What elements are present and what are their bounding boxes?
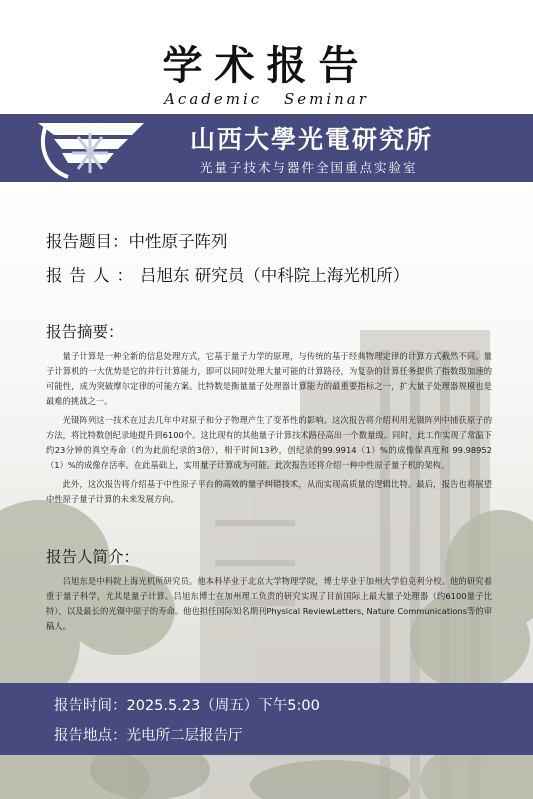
event-time: 报告时间：2025.5.23（周五）下午5:00 [54,698,320,714]
abstract-paragraph: 量子计算是一种全新的信息处理方式，它基于量子力学的原理，与传统的基于经典物理定律的计算方式截然不同。量子计算机的一大优势是它的并行计算能力，即可以同时处理大量可能的计算路径，为复杂的计算任务提供了指数级加速的可能性，成为突破摩尔定律的可能方案。比特数是衡量量子处理器计算能力的最重要指标之一，扩大量子处理器规模也是最难的挑战之一。 [46,351,492,406]
institute-banner [0,114,533,182]
talk-topic: 报告题目：中性原子阵列 [46,232,228,251]
bio-body [46,574,492,638]
abstract-paragraph: 此外，这次报告将介绍基于中性原子平台的高效的量子纠错技术，从而实现高质量的逻辑比特。最后，报告也将展望中性原子量子计算的未来发展方向。 [46,479,492,504]
bio-heading: 报告人简介： [46,548,140,566]
institute-logo-icon [32,117,152,181]
poster-subtitle: Academic Seminar [164,90,369,108]
poster-title: 学术报告 [162,42,371,89]
talk-speaker [46,262,409,286]
lab-name: 光量子技术与器件全国重点实验室 [200,160,418,175]
bio-paragraph: 吕旭东是中科院上海光机所研究员。他本科毕业于北京大学物理学院，博士毕业于加州大学伯克利分校。他的研究着重于量子科学，尤其是量子计算。吕旭东博士在加州理工负责的研究实现了目前国际上最大量子处理器（约6100量子比特），以及最长的光镊中原子的寿命。他也担任国际知名期刊Physical ReviewLetters, Nature Communications等的审稿人。 [46,576,492,631]
abstract-body [46,349,492,511]
abstract-heading: 报告摘要： [46,323,124,341]
event-location: 报告地点：光电所二层报告厅 [54,728,243,744]
speaker-label: 报告人： [46,266,140,285]
speaker-value: 吕旭东 研究员（中科院上海光机所） [140,266,410,285]
institute-name: 山西大學光電研究所 [190,125,434,154]
abstract-paragraph: 光镊阵列这一技术在过去几年中对原子和分子物理产生了变革性的影响。这次报告将介绍利用光镊阵列中捕获原子的方法，将比特数创纪录地提升到6100个。这比现有的其他量子计算技术路径高出一个数量级。同时，此工作实现了常温下约23分钟的真空寿命（约为此前纪录的3倍），相干时间13秒，创纪录的99.9914（1）%的成像保真度和 99.98952（1）%的成像存活率。在此基础上，实用量子计算成为可能。此次报告还将介绍一种中性原子量子机的架构。 [46,415,492,470]
event-info-footer [0,683,533,755]
